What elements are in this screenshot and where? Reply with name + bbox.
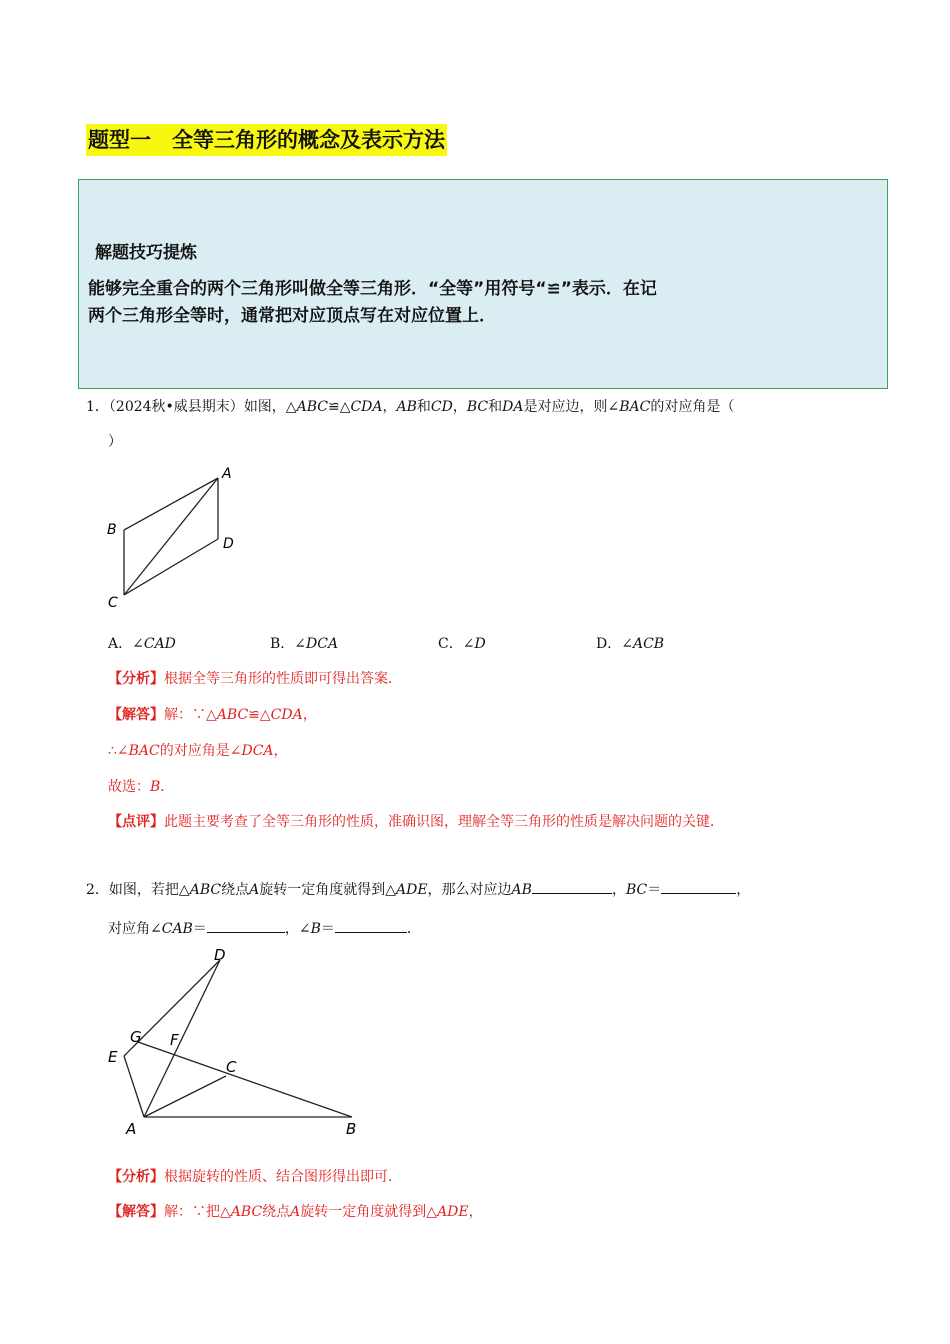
q2-label-g: G [130,1028,142,1046]
option-key: A． [108,636,133,652]
q1-da: DA [502,399,524,415]
q2-analysis [108,1166,402,1186]
q2-stem-text: 如图，若把△ [108,882,190,898]
answer-text: ． [160,779,175,795]
q2-stem-line-1 [86,879,750,900]
answer-text: ABC [216,707,249,723]
q2-a: A [249,882,260,898]
tip-heading: 解题技巧提炼 [95,243,197,263]
q2-label-f: F [170,1031,179,1049]
q1-and: 和 [488,399,503,415]
q1-comment [108,811,724,831]
answer-text: ADE [437,1204,469,1220]
q2-blank-ab[interactable] [532,879,612,894]
q2-edge-ae [124,1056,144,1117]
q1-label-b: B [107,522,117,538]
q2-answer-line-1 [108,1201,483,1221]
answer-text: BAC [128,743,160,759]
option-text: ∠ACB [621,636,665,652]
q1-option-c[interactable] [438,633,486,653]
q2-edge-gd [138,960,220,1042]
q2-figure [100,942,370,1142]
q2-b: B [310,921,321,937]
q1-edge-ac [124,478,218,595]
q2-number: 2． [86,882,109,898]
q2-label-d: D [214,946,226,964]
comment-tag: 【点评】 [108,814,164,830]
q2-bc: BC [625,882,648,898]
answer-text: CDA [270,707,303,723]
q2-edge-gb [138,1042,352,1117]
q1-bc: BC [466,399,489,415]
q1-figure [100,460,250,615]
answer-text: 的对应角是∠ [159,743,242,759]
q1-answer-line-2 [108,740,288,760]
q2-stem-text: 旋转一定角度就得到△ [259,882,396,898]
q1-and: 和 [416,399,431,415]
option-text: ∠CAD [132,636,176,652]
q1-analysis [108,668,402,688]
q2-ab: AB [511,882,532,898]
q2-eq: ＝ [192,921,207,937]
tip-line-1: 能够完全重合的两个三角形叫做全等三角形．“全等”用符号“≌”表示．在记 [88,279,657,299]
answer-text: ， [468,1204,483,1220]
q1-abc: ABC [296,399,328,415]
q2-edge-ad [144,960,220,1117]
tip-line-2: 两个三角形全等时，通常把对应顶点写在对应位置上． [88,306,496,326]
q2-comma: ， [736,882,751,898]
q2-comma: ，∠ [284,921,311,937]
q1-cda: CDA [350,399,383,415]
q2-eq: ＝ [320,921,335,937]
q1-answer-line-1 [108,704,317,724]
answer-tag: 【解答】 [108,707,164,723]
answer-text: ABC [230,1204,263,1220]
q2-label-c: C [226,1058,237,1076]
answer-text: DCA [241,743,274,759]
option-key: D． [596,636,622,652]
section-title: 题型一 全等三角形的概念及表示方法 [86,124,447,156]
q1-option-a[interactable] [108,633,176,653]
q1-bac: BAC [619,399,651,415]
answer-text: B [150,779,161,795]
q1-label-c: C [108,595,118,611]
q1-stem-text: 如图，△ [243,399,297,415]
q2-abc: ABC [189,882,222,898]
q2-stem-text: ，那么对应边 [427,882,512,898]
q2-ade: ADE [395,882,428,898]
q1-option-b[interactable] [270,633,338,653]
answer-text: 故选： [108,779,150,795]
q1-stem [86,397,734,417]
q2-stem-text: 对应角∠ [108,921,162,937]
q1-label-d: D [223,536,234,552]
answer-text: ≌△ [248,707,271,723]
q1-number: 1． [86,399,109,415]
option-key: C． [438,636,463,652]
answer-text: 绕点 [262,1204,291,1220]
q2-stem-line-2 [108,918,421,939]
option-key: B． [270,636,295,652]
q2-label-b: B [346,1120,357,1138]
answer-tag: 【解答】 [108,1204,164,1220]
analysis-text: 根据旋转的性质、结合图形得出即可． [164,1169,402,1185]
q2-stem-text: 绕点 [221,882,250,898]
q2-blank-bc[interactable] [661,879,736,894]
answer-text: ， [273,743,288,759]
q1-comma: ， [452,399,467,415]
tip-body [88,276,888,330]
q2-label-e: E [108,1048,118,1066]
q1-source: （2024秋•威县期末） [108,399,244,415]
q2-label-a: A [126,1120,137,1138]
answer-text: ， [302,707,317,723]
q1-cong: ≌△ [327,399,351,415]
q1-cd: CD [430,399,453,415]
q1-stem-text: 的对应角是（ [650,399,735,415]
option-text: ∠DCA [294,636,339,652]
q1-label-a: A [222,466,232,482]
q2-edge-ac [144,1076,226,1117]
option-text: ∠D [462,636,486,652]
q2-comma: ， [611,882,626,898]
q1-edge-cd [124,539,218,595]
answer-text: 解：∵△ [164,707,217,723]
q1-edge-ab [124,478,218,530]
answer-text: 旋转一定角度就得到△ [300,1204,438,1220]
q2-end: ． [406,921,421,937]
q2-blank-cab[interactable] [207,918,285,933]
q1-close-paren: ） [108,434,122,450]
q1-answer-line-3 [108,776,174,796]
answer-text: A [290,1204,301,1220]
analysis-text: 根据全等三角形的性质即可得出答案． [164,671,402,687]
q1-option-d[interactable] [596,633,664,653]
q2-cab: CAB [161,921,193,937]
answer-text: 解：∵把△ [164,1204,231,1220]
q2-blank-b[interactable] [335,918,407,933]
answer-text: ∴∠ [108,743,129,759]
q1-ab: AB [396,399,417,415]
q2-eq: ＝ [647,882,662,898]
analysis-tag: 【分析】 [108,1169,164,1185]
q1-stem-text: 是对应边，则∠ [523,399,620,415]
comment-text: 此题主要考查了全等三角形的性质，准确识图，理解全等三角形的性质是解决问题的关键． [164,814,724,830]
q1-comma: ， [382,399,397,415]
analysis-tag: 【分析】 [108,671,164,687]
